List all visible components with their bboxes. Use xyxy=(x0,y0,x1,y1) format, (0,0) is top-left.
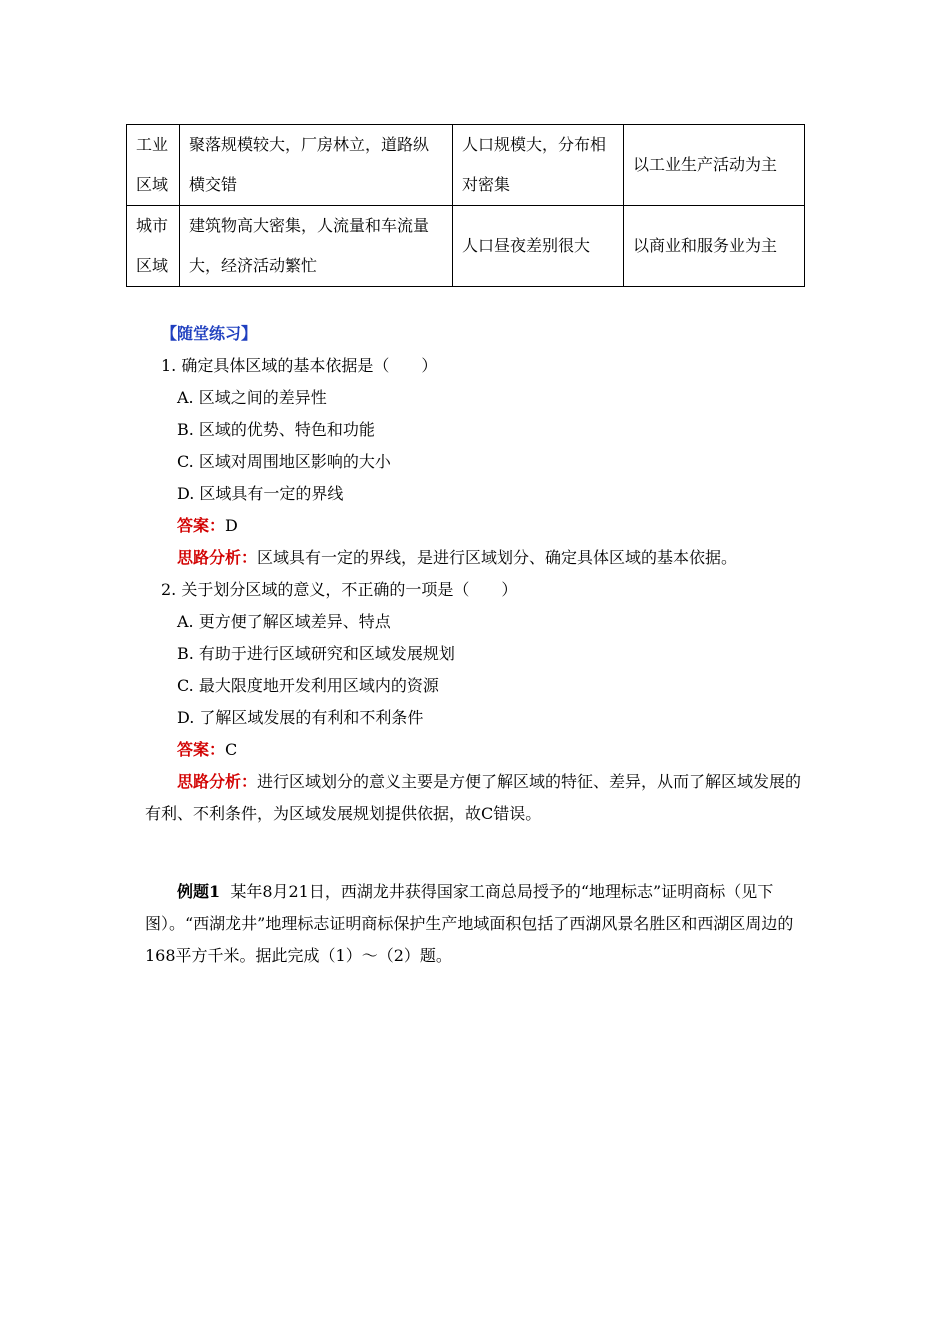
example-text: 某年8月21日，西湖龙井获得国家工商总局授予的“地理标志”证明商标（见下图）。“西湖龙井”地理标志证明商标保护生产地域面积包括了西湖风景名胜区和西湖区周边的168平方千米。据此完成（1）～（2）题。 xyxy=(145,882,794,965)
question-stem: 1. 确定具体区域的基本依据是（ ） xyxy=(161,356,438,375)
option-d: D. 区域具有一定的界线 xyxy=(177,484,344,503)
answer-value: D xyxy=(225,516,238,535)
table-row xyxy=(127,206,805,287)
option-d: D. 了解区域发展的有利和不利条件 xyxy=(177,708,424,727)
option-c: C. 最大限度地开发利用区域内的资源 xyxy=(177,676,439,695)
option-c: C. 区域对周围地区影响的大小 xyxy=(177,452,391,471)
table-row xyxy=(127,125,805,206)
analysis-text: 进行区域划分的意义主要是方便了解区域的特征、差异，从而了解区域发展的有利、不利条件，为区域发展规划提供依据，故C错误。 xyxy=(145,772,802,823)
practice-section xyxy=(145,318,810,830)
option-a: A. 区域之间的差异性 xyxy=(177,388,327,407)
option-b: B. 有助于进行区域研究和区域发展规划 xyxy=(177,644,455,663)
population-cell: 人口规模大，分布相对密集 xyxy=(453,125,624,206)
region-cell: 工业区域 xyxy=(127,125,180,206)
activity-cell: 以工业生产活动为主 xyxy=(624,125,805,206)
analysis-label: 思路分析： xyxy=(177,772,258,791)
practice-heading: 【随堂练习】 xyxy=(161,324,258,343)
option-a: A. 更方便了解区域差异、特点 xyxy=(177,612,391,631)
landscape-cell: 聚落规模较大，厂房林立，道路纵横交错 xyxy=(180,125,453,206)
example-paragraph xyxy=(145,876,810,972)
region-table xyxy=(126,124,805,287)
answer-line xyxy=(145,510,810,542)
answer-label: 答案： xyxy=(177,516,226,535)
question-stem: 2. 关于划分区域的意义，不正确的一项是（ ） xyxy=(161,580,518,599)
activity-cell: 以商业和服务业为主 xyxy=(624,206,805,287)
analysis-text: 区域具有一定的界线，是进行区域划分、确定具体区域的基本依据。 xyxy=(257,548,738,567)
option-b: B. 区域的优势、特色和功能 xyxy=(177,420,375,439)
region-cell: 城市区域 xyxy=(127,206,180,287)
analysis-line xyxy=(145,542,810,574)
example-label: 例题1 xyxy=(177,882,221,901)
answer-line xyxy=(145,734,810,766)
analysis-label: 思路分析： xyxy=(177,548,258,567)
answer-value: C xyxy=(225,740,238,759)
landscape-cell: 建筑物高大密集，人流量和车流量大，经济活动繁忙 xyxy=(180,206,453,287)
population-cell: 人口昼夜差别很大 xyxy=(453,206,624,287)
answer-label: 答案： xyxy=(177,740,226,759)
analysis-paragraph xyxy=(145,766,810,830)
